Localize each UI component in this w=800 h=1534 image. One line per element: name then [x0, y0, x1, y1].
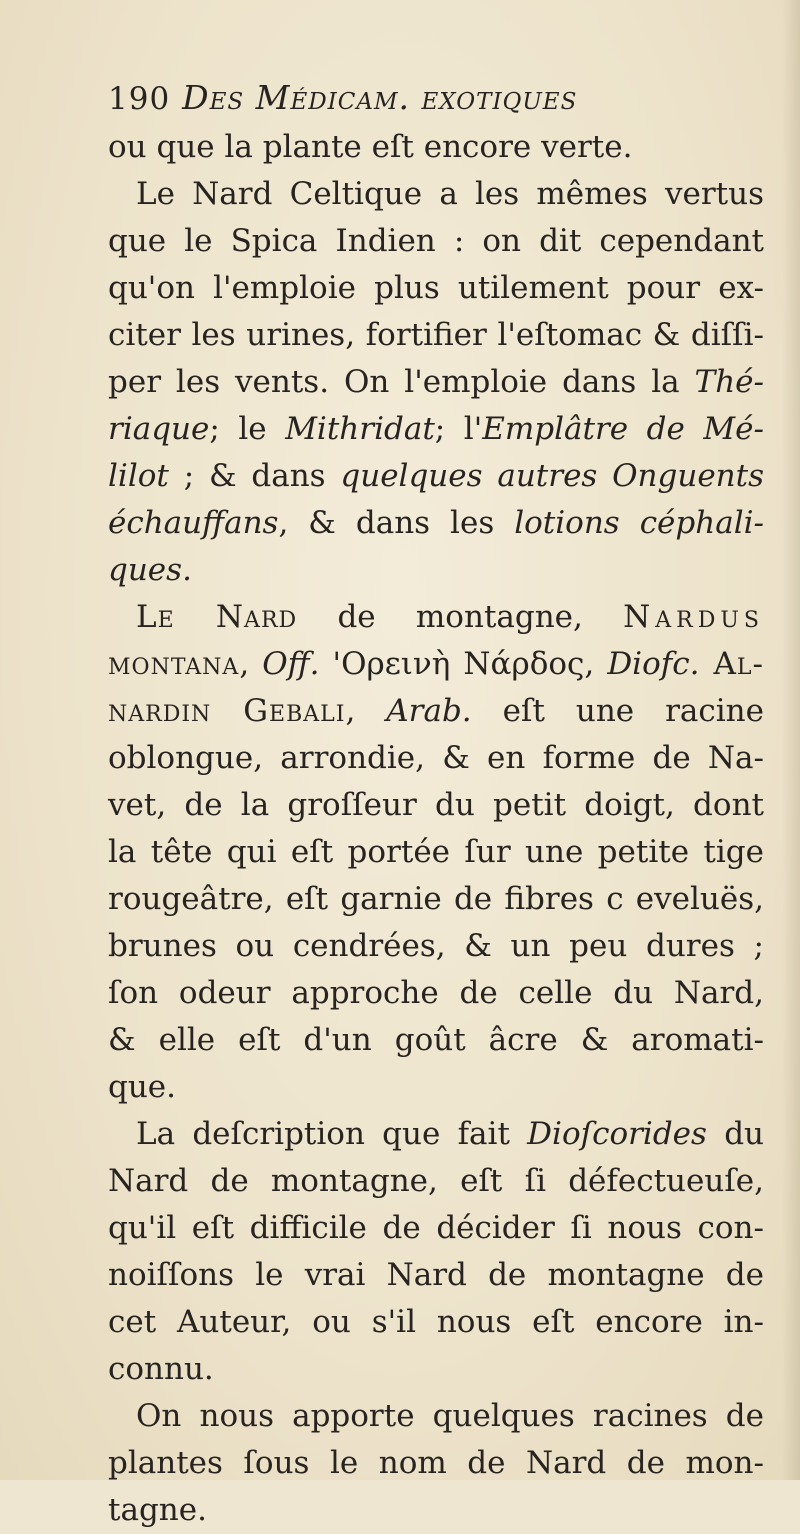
- paragraph-dioscorides: [108, 1111, 764, 1393]
- italic-term: Diofc.: [607, 646, 700, 682]
- text-line: [108, 359, 764, 406]
- text-line: [108, 1111, 764, 1158]
- italic-term: Emplâtre de Mé-: [482, 411, 764, 447]
- text-run: ,: [239, 646, 263, 682]
- text-line: [108, 688, 764, 735]
- text-line: [108, 406, 764, 453]
- italic-term: Mithridat: [285, 411, 435, 447]
- text-line: rougeâtre, eſt garnie de fibres c eveluës,: [108, 881, 764, 917]
- small-caps-heading: Le Nard: [136, 599, 298, 635]
- text-line: [108, 500, 764, 547]
- page-number: 190: [108, 81, 171, 117]
- italic-term: Arab.: [386, 693, 472, 729]
- text-line: & elle eſt d'un goût âcre & aromati-: [108, 1022, 764, 1058]
- text-line: On nous apporte quelques racines de: [136, 1398, 764, 1434]
- small-caps-term: montana: [108, 646, 240, 682]
- text-run: ,: [345, 693, 387, 729]
- small-caps-term: Al-: [699, 646, 764, 682]
- text-line: la tête qui eſt portée ſur une petite tige: [108, 834, 764, 870]
- text-line: qu'il eſt difficile de décider ſi nous con-: [108, 1210, 764, 1246]
- text-line: connu.: [108, 1351, 214, 1387]
- text-line: [108, 594, 764, 641]
- italic-term: lilot: [108, 458, 169, 494]
- text-line: qu'on l'emploie plus utilement pour ex-: [108, 270, 764, 306]
- small-caps-term: nardin Gebali: [108, 693, 346, 729]
- text-run: , & dans les: [278, 505, 515, 541]
- page-text: [108, 72, 764, 1534]
- text-run: eſt une racine: [471, 693, 764, 729]
- italic-term: échauffans: [108, 505, 279, 541]
- text-line: que le Spica Indien : on dit cependant: [108, 223, 764, 259]
- text-run: ; le: [209, 411, 286, 447]
- text-run: ; l': [434, 411, 483, 447]
- text-line: oblongue, arrondie, & en forme de Na-: [108, 740, 764, 776]
- text-line: tagne.: [108, 1492, 207, 1528]
- text-line: ques.: [108, 552, 192, 588]
- text-line: noiſſons le vrai Nard de montagne de: [108, 1257, 764, 1293]
- text-run: ; & dans: [168, 458, 341, 494]
- italic-term: Dioſcorides: [527, 1116, 707, 1152]
- text-line: citer les urines, fortifier l'eſtomac & diſſi-: [108, 317, 764, 353]
- italic-term: Thé-: [694, 364, 764, 400]
- text-run: de montagne,: [297, 599, 624, 635]
- text-line: brunes ou cendrées, & un peu dures ;: [108, 928, 764, 964]
- running-title: Des Médicam. exotiques: [182, 78, 578, 117]
- text-line: vet, de la groſſeur du petit doigt, dont: [108, 787, 764, 823]
- paragraph-nard-montagne: [108, 594, 764, 1111]
- text-line: cet Auteur, ou s'il nous eſt encore in-: [108, 1304, 764, 1340]
- page-edge-shadow: [782, 0, 800, 1480]
- italic-term: Off.: [262, 646, 320, 682]
- italic-term: riaque: [108, 411, 210, 447]
- greek-text: 'Ορεινὴ Νάρδος,: [319, 646, 608, 682]
- text-run: La deſcription que fait: [136, 1116, 528, 1152]
- text-line: que.: [108, 1069, 177, 1105]
- italic-term: lotions céphali-: [514, 505, 764, 541]
- text-line: plantes ſous le nom de Nard de mon-: [108, 1445, 764, 1481]
- text-line: [108, 453, 764, 500]
- small-caps-term: Nardus: [623, 599, 764, 635]
- text-line: ſon odeur approche de celle du Nard,: [108, 975, 764, 1011]
- italic-term: quelques autres Onguents: [340, 458, 765, 494]
- text-line: Nard de montagne, eſt ſi défectueuſe,: [108, 1163, 764, 1199]
- text-line: ou que la plante eſt encore verte.: [108, 129, 633, 165]
- running-header: [108, 72, 764, 124]
- paragraph-nard-celtique: [108, 171, 764, 594]
- text-line: [108, 641, 764, 688]
- text-line: Le Nard Celtique a les mêmes vertus: [136, 176, 764, 212]
- text-run: per les vents. On l'emploie dans la: [108, 364, 695, 400]
- text-run: du: [706, 1116, 764, 1152]
- paragraph-racines: [108, 1393, 764, 1534]
